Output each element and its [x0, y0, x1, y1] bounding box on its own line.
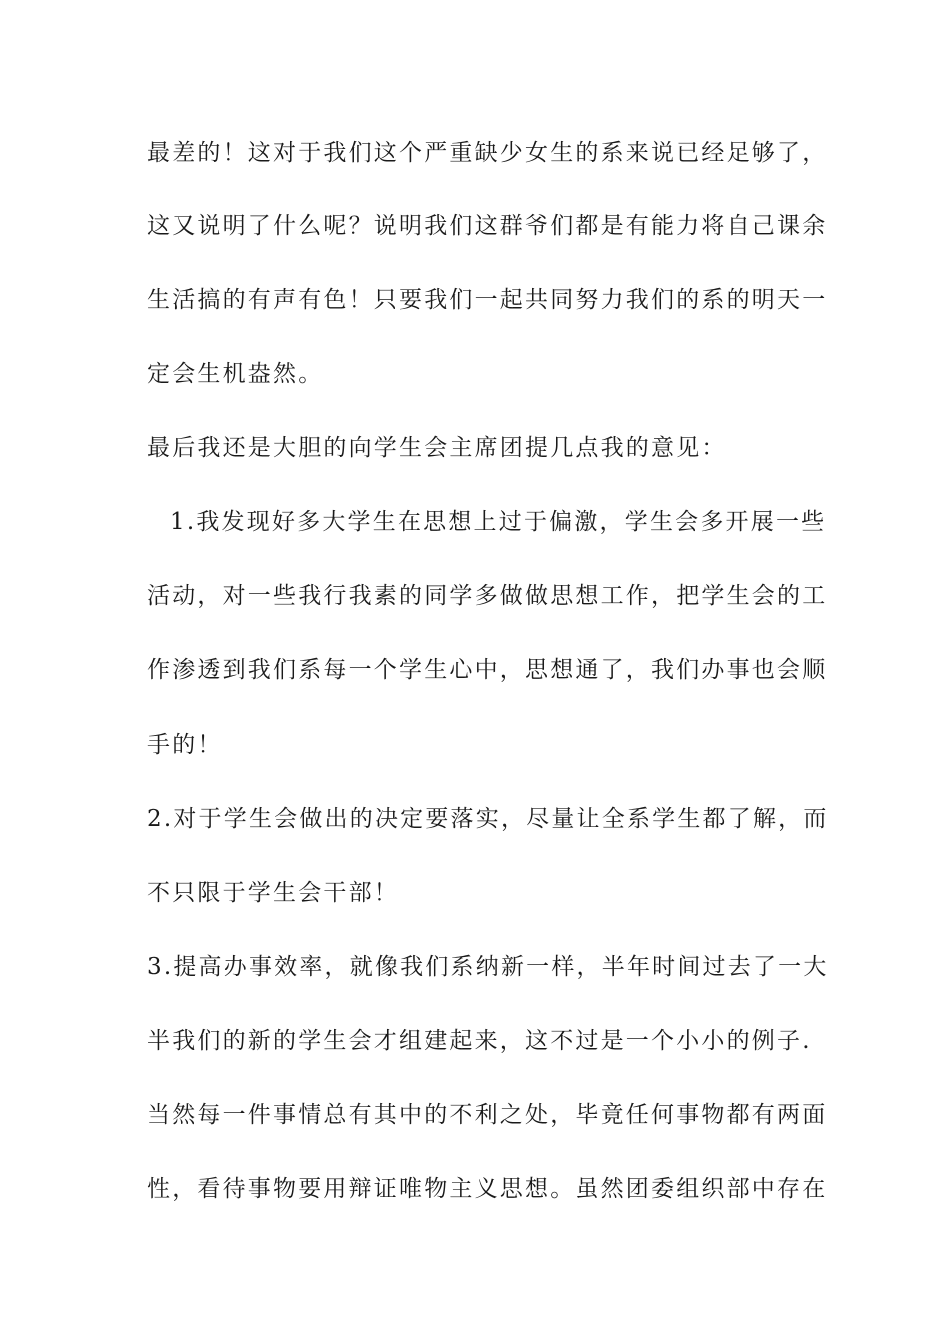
- paragraph-line: 生活搞的有声有色！只要我们一起共同努力我们的系的明天一: [147, 287, 828, 313]
- list-item-line: 不只限于学生会干部！: [147, 880, 399, 906]
- paragraph-line: 当然每一件事情总有其中的不利之处，毕竟任何事物都有两面: [147, 1102, 828, 1128]
- list-item-line: 半我们的新的学生会才组建起来，这不过是一个小小的例子.: [147, 1028, 812, 1054]
- list-item-line: 活动，对一些我行我素的同学多做做思想工作，把学生会的工: [147, 583, 828, 609]
- paragraph-line: 最差的！这对于我们这个严重缺少女生的系来说已经足够了，: [147, 140, 828, 166]
- paragraph-line: 定会生机盎然。: [147, 361, 324, 387]
- paragraph-line: 性，看待事物要用辩证唯物主义思想。虽然团委组织部中存在: [147, 1176, 828, 1202]
- list-item-line: 作渗透到我们系每一个学生心中，思想通了，我们办事也会顺: [147, 657, 828, 683]
- paragraph-line: 最后我还是大胆的向学生会主席团提几点我的意见：: [147, 435, 727, 461]
- list-item-line: 3.提高办事效率，就像我们系纳新一样，半年时间过去了一大: [147, 954, 829, 980]
- paragraph-line: 这又说明了什么呢？说明我们这群爷们都是有能力将自己课余: [147, 213, 828, 239]
- list-item-line: 手的！: [147, 732, 223, 758]
- list-item-line: 2.对于学生会做出的决定要落实，尽量让全系学生都了解，而: [147, 806, 829, 832]
- list-item-line: 1.我发现好多大学生在思想上过于偏激，学生会多开展一些: [170, 509, 827, 535]
